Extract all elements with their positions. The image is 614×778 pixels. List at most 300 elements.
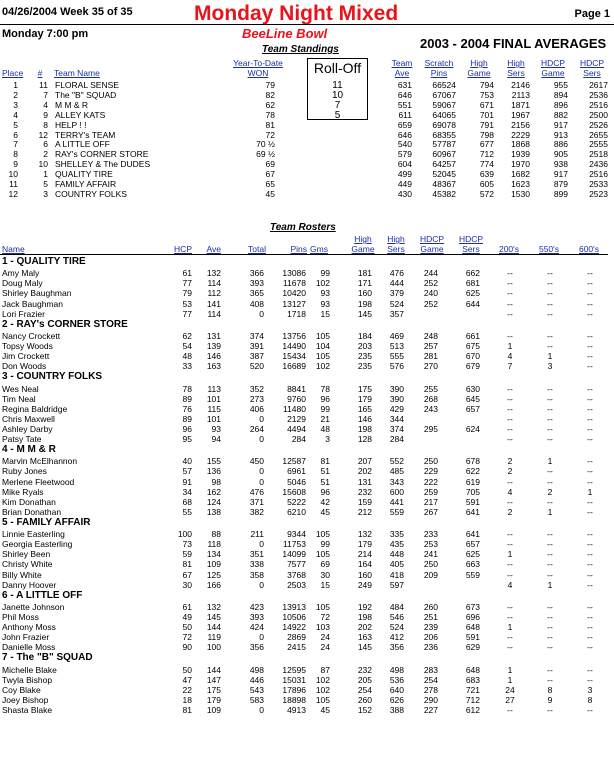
roster-cell: 257 [423,341,438,351]
roster-cell: 78 [182,383,192,394]
roster-cell: 12587 [282,456,306,467]
roster-cell: 11753 [282,539,306,550]
roster-cell: 356 [389,642,404,653]
roster-cell: 243 [423,403,438,414]
roster-cell: 435 [389,539,404,550]
roster-cell: 48 [182,351,192,362]
roster-cell: -- [507,330,513,341]
roster-cell: -- [547,308,553,319]
roster-cell: Amy Maly [2,268,40,279]
roster-cell: 144 [206,622,221,633]
roster-cell: 423 [249,601,264,612]
roster-cell: 53 [182,298,192,309]
roster-cell: 136 [206,466,221,477]
standings-cell: 67 [265,169,275,180]
roster-cell: 179 [206,694,221,705]
roster-cell: 0 [259,434,264,444]
roster-cell: 4913 [287,705,306,715]
standings-cell: 8 [13,149,18,160]
standings-cell: 7 [43,89,48,100]
roster-cell: 264 [249,423,264,434]
standings-cell: 2500 [589,109,608,120]
column-header: Ave [394,68,410,78]
roster-cell: 1 [507,664,513,675]
standings-cell: 2113 [511,89,530,100]
standings-cell: 677 [479,139,494,150]
standings-cell: 2555 [589,139,608,150]
roster-cell: 418 [389,569,404,580]
roster-cell: 27 [505,694,515,705]
standings-cell: 2533 [589,179,608,189]
standings-cell: 10 [8,169,18,180]
roster-cell: Jack Baughman [2,298,63,309]
roster-cell: -- [507,383,513,394]
roster-cell: 113 [207,383,221,394]
roster-cell: 273 [249,393,264,404]
roster-cell: -- [587,383,593,394]
roster-cell: 95 [182,434,192,444]
roster-cell: 645 [465,393,480,404]
roster-cell: 93 [320,288,330,299]
roster-cell: -- [587,559,593,570]
standings-cell: 79 [265,80,275,90]
column-header: High [387,234,405,244]
column-header: Team [391,58,413,68]
roster-cell: 278 [423,684,438,695]
roster-cell: 559 [389,506,404,517]
roster-cell: 552 [389,456,404,467]
standings-cell: SHELLEY & The DUDES [55,159,151,170]
roster-cell: 105 [315,529,330,540]
roster-cell: 62 [182,330,192,341]
standings-cell: M M & R [55,99,89,110]
roster-cell: 79 [182,288,192,299]
roster-cell: 48 [320,423,330,434]
roster-cell: 145 [357,308,372,319]
roster-cell: 387 [249,351,264,362]
standings-cell: 59067 [432,99,456,110]
roster-cell: 146 [206,351,221,362]
roster-cell: 1 [547,351,553,362]
roster-cell: 175 [206,684,221,695]
roster-cell: -- [587,632,593,643]
roster-cell: 679 [465,361,480,372]
report-date-week: 04/26/2004 Week 35 of 35 [2,6,133,18]
roster-cell: 338 [249,559,264,570]
roster-cell: 146 [357,413,372,424]
roster-cell: 100 [206,642,221,653]
roster-cell: 24 [505,684,515,695]
standings-cell: 2617 [589,80,608,90]
roster-cell: 81 [182,559,192,570]
roster-cell: 11480 [282,403,306,414]
roster-cell: 446 [249,674,264,685]
roster-cell: 145 [357,642,372,653]
roster-cell: 105 [315,330,330,341]
standings-cell: 886 [553,139,568,150]
roster-cell: 252 [423,278,438,289]
column-header: HDCP [540,58,566,68]
roster-cell: 217 [423,496,438,507]
roster-cell: 2415 [287,642,306,653]
standings-cell: 774 [479,159,494,170]
standings-cell: QUALITY TIRE [55,169,113,180]
roster-cell: 202 [357,622,372,633]
roster-cell: Don Woods [2,361,47,372]
roster-cell: 5222 [287,496,306,507]
roster-cell: Coy Blake [2,684,41,695]
roster-cell: 670 [465,351,480,362]
roster-cell: 335 [389,529,404,540]
roster-cell: 9760 [287,393,306,404]
standings-cell: 2518 [589,149,608,160]
roster-cell: 105 [315,694,330,705]
roster-cell: 233 [423,529,438,540]
standings-cell: 68355 [432,129,456,140]
roster-cell: 131 [357,476,372,487]
standings-cell: 64065 [432,109,456,120]
roster-cell: -- [587,351,593,362]
roster-cell: Ruby Jones [2,466,47,477]
standings-cell: 6 [43,139,48,150]
roster-cell: Wes Neal [2,383,39,394]
roster-cell: Shirley Baughman [2,288,72,299]
column-header: Sers [583,68,601,78]
roster-cell: 49 [182,612,192,622]
roster-cell: 0 [259,539,264,550]
roster-cell: 591 [465,632,480,643]
roster-cell: -- [547,642,553,653]
roster-cell: -- [587,496,593,507]
roster-cell: -- [587,705,593,715]
rolloff-value: 10 [331,90,344,101]
roster-cell: 50 [182,622,192,633]
roster-cell: 192 [357,601,372,612]
roster-cell: -- [507,476,513,487]
standings-cell: 1623 [511,179,530,189]
roster-cell: 21 [320,413,330,424]
roster-cell: 45 [320,506,330,517]
roster-cell: -- [507,288,513,299]
roster-cell: 69 [320,559,330,570]
roster-cell: 648 [465,664,480,675]
standings-cell: 2156 [511,119,530,130]
roster-cell: -- [547,278,553,289]
roster-cell: 371 [249,496,264,507]
standings-cell: 81 [265,119,275,130]
column-header: HDCP [579,58,605,68]
standings-cell: 1 [43,169,48,180]
roster-cell: Linnie Easterling [2,529,65,540]
column-header: Sers [387,244,405,254]
standings-cell: 879 [553,179,568,189]
column-header: HDCP [458,234,484,244]
roster-cell: -- [507,569,513,580]
standings-cell: 671 [479,99,494,110]
roster-cell: 114 [207,308,221,319]
standings-cell: 2516 [589,99,608,110]
standings-cell: 1967 [511,109,530,120]
roster-cell: 164 [357,559,372,570]
roster-cell: 235 [357,351,372,362]
roster-cell: 162 [206,486,221,497]
standings-cell: 712 [479,149,494,160]
standings-cell: 10 [38,159,48,170]
standings-cell: 899 [553,188,568,199]
rolloff-label: Roll-Off [313,60,362,76]
roster-cell: Topsy Woods [2,341,53,351]
roster-cell: 524 [389,298,404,309]
roster-cell: 160 [357,569,372,580]
standings-cell: 69078 [432,119,456,130]
roster-cell: Billy White [2,569,42,580]
roster-cell: -- [587,549,593,560]
roster-cell: Shirley Been [2,549,51,560]
roster-cell: -- [587,403,593,414]
roster-cell: 681 [465,278,480,289]
roster-cell: -- [547,559,553,570]
roster-cell: Shasta Blake [2,705,53,715]
standings-cell: 791 [479,119,494,130]
roster-cell: 198 [357,298,372,309]
roster-cell: -- [587,361,593,372]
column-header: Game [541,68,565,78]
roster-cell: -- [547,413,553,424]
column-header: # [37,68,43,78]
roster-cell: Lori Frazier [2,308,45,319]
roster-cell: 239 [423,622,438,633]
roster-cell: 166 [206,579,221,590]
roster-cell: Danielle Moss [2,642,56,653]
roster-cell: -- [507,496,513,507]
standings-cell: 938 [553,159,568,170]
roster-cell: 54 [182,341,192,351]
standings-cell: 1970 [511,159,530,170]
roster-cell: -- [587,569,593,580]
roster-cell: 179 [357,539,372,550]
standings-cell: A LITTLE OFF [55,139,110,150]
roster-cell: Brian Donathan [2,506,62,517]
standings-cell: 9 [43,109,48,120]
roster-cell: 268 [423,393,438,404]
standings-cell: 894 [553,89,568,100]
roster-cell: -- [507,268,513,279]
roster-cell: 15608 [282,486,306,497]
roster-cell: 1 [507,622,513,633]
roster-cell: 98 [211,476,221,487]
roster-cell: 366 [249,268,264,279]
roster-cell: 2869 [287,632,306,643]
roster-cell: 1 [547,456,553,467]
roster-cell: 214 [357,549,372,560]
standings-cell: COUNTRY FOLKS [55,188,127,199]
roster-cell: 34 [182,486,192,497]
roster-cell: 18 [182,694,192,705]
roster-cell: 206 [423,632,438,643]
roster-cell: Michelle Blake [2,664,57,675]
roster-cell: 248 [423,330,438,341]
column-header: Sers [507,68,525,78]
roster-cell: 102 [315,684,330,695]
roster-cell: 24 [320,642,330,653]
standings-cell: 11 [39,80,48,90]
roster-cell: -- [587,423,593,434]
standings-cell: 701 [479,109,494,120]
standings-title: Team Standings [262,44,339,55]
roster-cell: 267 [423,506,438,517]
roster-cell: -- [587,642,593,653]
roster-cell: 281 [423,351,438,362]
roster-cell: 90 [182,642,192,653]
standings-cell: 1868 [511,139,530,150]
roster-cell: 222 [423,476,438,487]
standings-cell: 917 [553,119,568,130]
roster-cell: Janette Johnson [2,601,65,612]
column-header: Ave [206,244,221,254]
roster-cell: 112 [207,288,221,299]
roster-cell: 683 [465,674,480,685]
standings-cell: 60967 [432,149,456,160]
roster-cell: 555 [389,351,404,362]
roster-cell: 125 [206,569,221,580]
roster-cell: 99 [320,403,330,414]
roster-cell: 14099 [282,549,306,560]
column-header: Year-To-Date [233,58,283,68]
standings-cell: 2436 [589,159,608,170]
standings-cell: 540 [397,139,412,150]
roster-cell: 0 [259,705,264,715]
roster-cell: 22 [182,684,192,695]
roster-cell: 2 [507,506,513,517]
roster-cell: 498 [389,664,404,675]
roster-cell: -- [587,579,593,590]
roster-cell: Doug Maly [2,278,43,289]
standings-cell: ALLEY KATS [55,109,106,120]
roster-cell: 134 [206,549,221,560]
roster-cell: 254 [423,674,438,685]
roster-cell: 244 [423,268,438,279]
roster-cell: 469 [389,330,404,341]
roster-cell: 101 [206,393,221,404]
standings-cell: 798 [479,129,494,140]
roster-cell: 78 [320,383,330,394]
rosters-title: Team Rosters [270,222,336,233]
standings-cell: 72 [265,129,275,140]
roster-cell: -- [507,529,513,540]
standings-cell: 2523 [589,188,608,199]
roster-cell: 344 [389,413,404,424]
column-header: Pins [430,68,448,78]
standings-cell: 1682 [511,169,530,180]
roster-cell: -- [507,423,513,434]
roster-cell: 17896 [282,684,306,695]
roster-cell: 72 [182,632,192,643]
roster-cell: -- [547,601,553,612]
team-header: 6 - A LITTLE OFF [2,589,83,601]
roster-cell: 104 [315,341,330,351]
roster-cell: 424 [249,622,264,633]
roster-cell: 252 [423,298,438,309]
roster-header-divider [0,254,608,255]
roster-cell: 30 [320,569,330,580]
standings-cell: 1939 [511,149,530,160]
column-header: Game [420,244,444,254]
roster-cell: Phil Moss [2,612,39,622]
standings-cell: 917 [553,169,568,180]
column-header: HCP [174,244,192,254]
roster-cell: 406 [249,403,264,414]
roster-cell: 498 [249,664,264,675]
standings-cell: 48367 [432,179,456,189]
roster-cell: -- [507,298,513,309]
roster-cell: 625 [465,288,480,299]
roster-cell: 249 [357,579,372,590]
standings-cell: 753 [479,89,494,100]
standings-cell: RAY's CORNER STORE [55,149,149,160]
roster-cell: 1 [547,506,553,517]
roster-cell: 393 [249,612,264,622]
roster-cell: 559 [465,569,480,580]
roster-cell: -- [587,288,593,299]
roster-cell: 1718 [287,308,306,319]
league-day-time: Monday 7:00 pm [2,28,89,40]
roster-cell: 100 [177,529,192,540]
roster-cell: 388 [389,705,404,715]
roster-cell: 147 [206,674,221,685]
roster-cell: Joey Bishop [2,694,49,705]
roster-cell: 7577 [287,559,306,570]
standings-cell: 646 [397,129,412,140]
roster-cell: 89 [182,413,192,424]
roster-cell: 207 [357,456,372,467]
roster-cell: 721 [465,684,480,695]
roster-cell: 81 [182,705,192,715]
roster-cell: 2503 [287,579,306,590]
roster-cell: 96 [320,486,330,497]
standings-cell: HELP ! ! [55,119,87,130]
standings-cell: 896 [553,99,568,110]
roster-cell: -- [587,674,593,685]
standings-cell: FLORAL SENSE [55,80,119,90]
roster-cell: 93 [211,423,221,434]
roster-cell: 171 [357,278,372,289]
standings-cell: 611 [398,109,412,120]
column-header: Gms [310,244,328,254]
roster-cell: 450 [249,456,264,467]
roster-cell: 351 [249,549,264,560]
roster-cell: 7 [507,361,513,372]
standings-cell: 604 [397,159,412,170]
roster-cell: 102 [315,278,330,289]
roster-cell: 18898 [282,694,306,705]
roster-cell: 2129 [287,413,306,424]
roster-cell: -- [547,341,553,351]
roster-cell: 630 [465,383,480,394]
roster-cell: 441 [389,496,404,507]
roster-cell: 0 [259,413,264,424]
roster-cell: 2 [507,466,513,477]
column-header: Team Name [54,68,100,78]
roster-cell: 198 [357,612,372,622]
roster-cell: Tim Neal [2,393,36,404]
roster-cell: 4494 [287,423,306,434]
roster-cell: 254 [357,684,372,695]
roster-cell: -- [507,393,513,404]
header-divider [0,24,614,25]
roster-cell: 295 [423,423,438,434]
roster-cell: Kim Donathan [2,496,56,507]
standings-cell: 2 [43,149,48,160]
